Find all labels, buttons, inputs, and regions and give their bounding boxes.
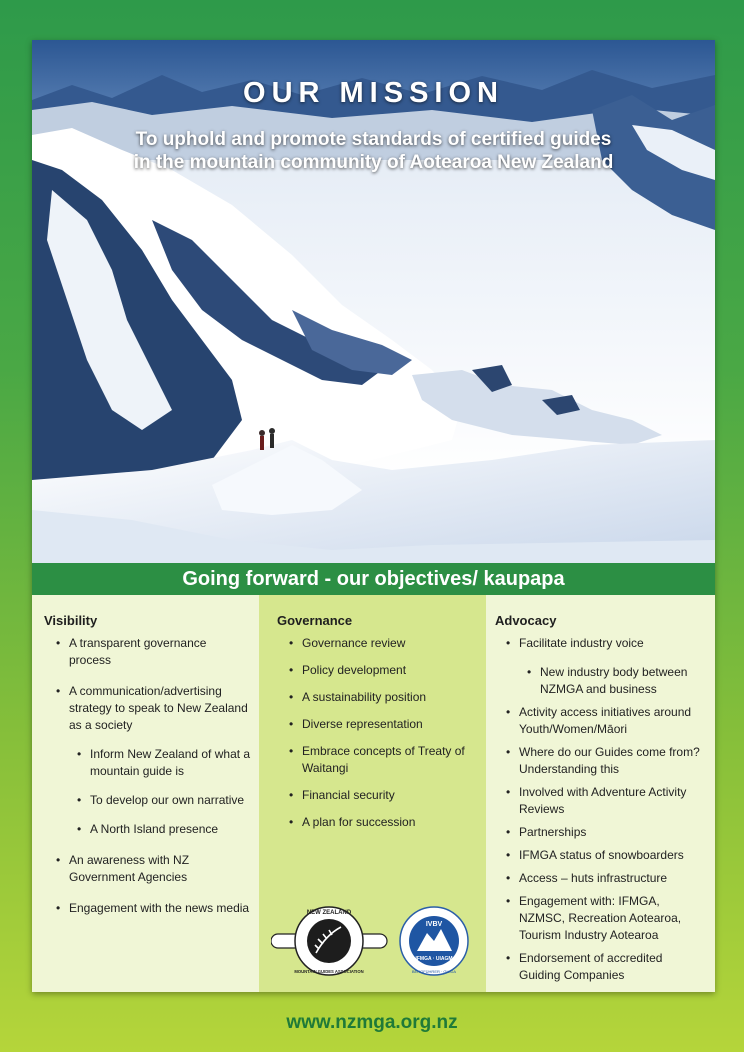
list-item: • Engagement with: IFMGA, NZMSC, Recreation Aotearoa, Tourism Industry Aotearoa bbox=[506, 893, 707, 944]
nzmga-top-text: NEW ZEALAND bbox=[306, 910, 352, 916]
list-item-text: Facilitate industry voice bbox=[519, 636, 644, 650]
ifmga-ring-text: BERGFÜHRER · GUIDA bbox=[411, 969, 457, 974]
visibility-list bbox=[56, 635, 251, 931]
sub-list-item: • New industry body between NZMGA and business bbox=[527, 664, 707, 698]
list-item: • Governance review bbox=[289, 635, 478, 652]
hero-photo bbox=[32, 40, 715, 563]
logos-graphic bbox=[271, 905, 481, 985]
visibility-heading: Visibility bbox=[44, 613, 98, 628]
governance-column bbox=[259, 595, 486, 992]
list-item: • Activity access initiatives around Youth/Women/Māori bbox=[506, 704, 707, 738]
list-item: • Embrace concepts of Treaty of Waitangi bbox=[289, 743, 478, 777]
advocacy-heading: Advocacy bbox=[495, 613, 557, 628]
sub-list-item: • Inform New Zealand of what a mountain guide is bbox=[77, 746, 251, 780]
advocacy-list bbox=[506, 635, 707, 990]
advocacy-sublist bbox=[519, 664, 707, 698]
mission-statement bbox=[32, 128, 715, 174]
ifmga-mid-text: IFMGA · UIAGM bbox=[415, 956, 453, 962]
list-item: • IFMGA status of snowboarders bbox=[506, 847, 707, 864]
advocacy-column bbox=[486, 595, 715, 992]
visibility-column bbox=[32, 595, 259, 992]
list-item-text: A communication/advertising strategy to speak to New Zealand as a society bbox=[69, 684, 248, 732]
mission-title: OUR MISSION bbox=[243, 77, 504, 109]
ifmga-logo bbox=[400, 907, 468, 975]
association-logos bbox=[271, 905, 481, 985]
mountain-illustration bbox=[32, 40, 715, 563]
mission-line-1: To uphold and promote standards of certified guides bbox=[135, 129, 612, 150]
sub-list-item: • A North Island presence bbox=[77, 821, 251, 838]
visibility-sublist bbox=[69, 746, 251, 838]
list-item: • A plan for succession bbox=[289, 814, 478, 831]
list-item bbox=[506, 635, 707, 698]
list-item: • Engagement with the news media bbox=[56, 900, 251, 917]
list-item bbox=[56, 683, 251, 838]
mission-line-2: in the mountain community of Aotearoa New Zealand bbox=[133, 152, 614, 173]
list-item: • Partnerships bbox=[506, 824, 707, 841]
sub-list-item: • To develop our own narrative bbox=[77, 792, 251, 809]
list-item: • Policy development bbox=[289, 662, 478, 679]
poster bbox=[32, 40, 715, 992]
nzmga-logo bbox=[271, 907, 387, 975]
website-link[interactable]: www.nzmga.org.nz bbox=[286, 1012, 458, 1033]
list-item: • Financial security bbox=[289, 787, 478, 804]
list-item: • Access – huts infrastructure bbox=[506, 870, 707, 887]
nzmga-bottom-text: MOUNTAIN GUIDES ASSOCIATION bbox=[294, 969, 364, 974]
list-item: • A sustainability position bbox=[289, 689, 478, 706]
governance-heading: Governance bbox=[277, 613, 353, 628]
list-item: • Endorsement of accredited Guiding Companies bbox=[506, 950, 707, 984]
objectives-banner: Going forward - our objectives/ kaupapa bbox=[32, 563, 715, 595]
list-item: • A transparent governance process bbox=[56, 635, 251, 669]
list-item: • Involved with Adventure Activity Reviews bbox=[506, 784, 707, 818]
list-item: • An awareness with NZ Government Agencies bbox=[56, 852, 251, 886]
governance-list bbox=[289, 635, 478, 841]
list-item: • Diverse representation bbox=[289, 716, 478, 733]
ifmga-top-text: IVBV bbox=[425, 921, 443, 928]
list-item: • Where do our Guides come from? Understanding this bbox=[506, 744, 707, 778]
